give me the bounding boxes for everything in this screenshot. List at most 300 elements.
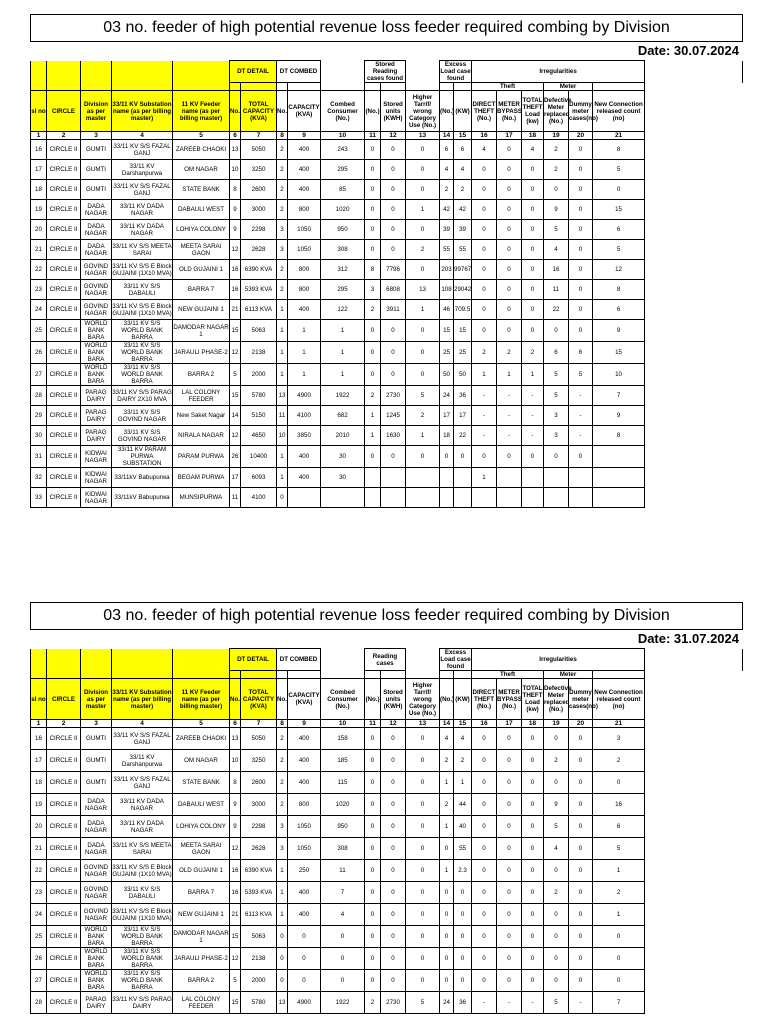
- table-cell: STATE BANK: [173, 180, 230, 200]
- table-cell: 2: [277, 750, 288, 772]
- table-cell: 3911: [381, 300, 406, 320]
- group-blank-cell: [47, 671, 81, 679]
- table-cell: 33: [31, 488, 47, 508]
- table-cell: 16: [230, 860, 241, 882]
- table-cell: 2: [277, 180, 288, 200]
- table-cell: 15: [593, 342, 645, 364]
- table-cell: 2.3: [454, 860, 472, 882]
- table-cell: 0: [522, 728, 544, 750]
- group-dt-combed: DT COMBED: [277, 61, 321, 83]
- table-cell: 11: [321, 860, 365, 882]
- table-cell: CIRCLE II: [47, 794, 81, 816]
- column-number: 16: [472, 720, 497, 728]
- table-cell: 25: [31, 926, 47, 948]
- table-cell: 0: [381, 948, 406, 970]
- table-cell: 0: [365, 364, 381, 386]
- table-cell: 2: [593, 882, 645, 904]
- table-cell: 250: [288, 860, 321, 882]
- table-cell: 1050: [288, 240, 321, 260]
- table-cell: 2: [593, 750, 645, 772]
- table-cell: 0: [365, 180, 381, 200]
- table-cell: 16: [31, 140, 47, 160]
- table-cell: 33/11 KV S/S FAZAL GANJ: [112, 772, 173, 794]
- group-blank-cell: [31, 649, 47, 671]
- table-cell: 0: [522, 320, 544, 342]
- group-blank-cell: [381, 83, 406, 91]
- table-row: [31, 904, 743, 926]
- table-cell: DAMODAR NAGAR 1: [173, 320, 230, 342]
- table-cell: 0: [497, 260, 522, 280]
- table-cell: 0: [472, 838, 497, 860]
- table-cell: 5150: [241, 406, 277, 426]
- table-cell: 0: [522, 750, 544, 772]
- table-cell: 0: [522, 794, 544, 816]
- group-blank-cell: [31, 83, 47, 91]
- table-cell: 1922: [321, 992, 365, 1014]
- column-number: 10: [321, 132, 365, 140]
- table-cell: 2: [406, 406, 440, 426]
- column-number: 3: [81, 720, 112, 728]
- table-cell: 33/11 KV S/S DABAULI: [112, 882, 173, 904]
- table-cell: 10: [230, 160, 241, 180]
- table-cell: CIRCLE II: [47, 300, 81, 320]
- table-cell: [569, 468, 593, 488]
- table-cell: 0: [365, 838, 381, 860]
- table-cell: 5: [406, 386, 440, 406]
- column-header: Stored units (KWH): [381, 679, 406, 720]
- table-cell: 0: [497, 140, 522, 160]
- table-cell: CIRCLE II: [47, 140, 81, 160]
- group-dt-detail: DT DETAIL: [230, 649, 277, 671]
- table-cell: 950: [321, 220, 365, 240]
- table-cell: 25: [31, 320, 47, 342]
- group-blank-cell: [440, 83, 454, 91]
- table-cell: CIRCLE II: [47, 838, 81, 860]
- column-number: 20: [569, 720, 593, 728]
- table-cell: [321, 488, 365, 508]
- table-cell: 203: [440, 260, 454, 280]
- table-cell: 0: [381, 180, 406, 200]
- table-row: [31, 794, 743, 816]
- table-row: [31, 838, 743, 860]
- table-cell: 21: [230, 300, 241, 320]
- table-cell: 17: [31, 160, 47, 180]
- column-header: TOTAL CAPACITY (KVA): [241, 91, 277, 132]
- group-blank-cell: [173, 649, 230, 671]
- table-cell: 0: [569, 140, 593, 160]
- table-cell: -: [497, 406, 522, 426]
- group-irregularities: Irregularities: [472, 649, 645, 671]
- table-cell: 33/11 KV Darshanpurwa: [112, 750, 173, 772]
- table-row: [31, 140, 743, 160]
- group-blank-cell: [112, 61, 173, 83]
- table-cell: 0: [497, 200, 522, 220]
- table-cell: GUMTI: [81, 180, 112, 200]
- table-cell: 11: [277, 406, 288, 426]
- column-header: No.: [230, 91, 241, 132]
- table-cell: 0: [381, 160, 406, 180]
- table-cell: 0: [472, 200, 497, 220]
- table-cell: 16: [230, 882, 241, 904]
- table-cell: 4: [544, 838, 569, 860]
- table-cell: 0: [288, 926, 321, 948]
- table-cell: CIRCLE II: [47, 160, 81, 180]
- column-header: CIRCLE: [47, 91, 81, 132]
- table-cell: 2: [277, 160, 288, 180]
- table-cell: 15: [230, 386, 241, 406]
- table-cell: 2000: [241, 970, 277, 992]
- table-cell: 682: [321, 406, 365, 426]
- table-cell: 6: [454, 140, 472, 160]
- table-cell: 4100: [241, 488, 277, 508]
- table-cell: [472, 488, 497, 508]
- table-cell: 4900: [288, 992, 321, 1014]
- table-cell: WORLD BANK BARA: [81, 342, 112, 364]
- table-cell: 25: [454, 342, 472, 364]
- table-cell: 2: [544, 140, 569, 160]
- table-cell: 16: [230, 280, 241, 300]
- table-cell: WORLD BANK BARA: [81, 926, 112, 948]
- table-cell: 1: [365, 426, 381, 446]
- table-cell: 0: [472, 728, 497, 750]
- table-cell: 1: [277, 468, 288, 488]
- table-cell: 800: [288, 280, 321, 300]
- table-cell: DAMODAR NAGAR 1: [173, 926, 230, 948]
- table-cell: 0: [365, 320, 381, 342]
- table-cell: 18: [31, 180, 47, 200]
- table-cell: 33/11 KV S/S GOVIND NAGAR: [112, 426, 173, 446]
- table-row: [31, 406, 743, 426]
- group-blank-cell: [593, 83, 645, 91]
- group-blank-cell: [365, 671, 381, 679]
- column-header: (KW): [454, 679, 472, 720]
- table-cell: 2: [365, 300, 381, 320]
- table-cell: 0: [472, 794, 497, 816]
- table-cell: 0: [522, 860, 544, 882]
- table-cell: 33/11 KV S/S WORLD BANK BARRA: [112, 948, 173, 970]
- column-header: New Connection released count (no): [593, 679, 645, 720]
- table-cell: 33/11 KV DADA NAGAR: [112, 220, 173, 240]
- table-cell: 15: [440, 320, 454, 342]
- table-cell: 1: [406, 426, 440, 446]
- table-cell: 5780: [241, 386, 277, 406]
- table-cell: 1: [440, 816, 454, 838]
- table-cell: 0: [569, 860, 593, 882]
- column-number: 4: [112, 720, 173, 728]
- table-cell: 9: [230, 220, 241, 240]
- table-cell: 40: [454, 816, 472, 838]
- table-cell: 33/11 KV S/S GOVIND NAGAR: [112, 406, 173, 426]
- table-cell: 30: [321, 468, 365, 488]
- table-cell: BARRA 7: [173, 882, 230, 904]
- table-cell: 23: [31, 882, 47, 904]
- table-cell: 17: [440, 406, 454, 426]
- group-meter: Meter: [544, 83, 593, 91]
- table-cell: CIRCLE II: [47, 992, 81, 1014]
- table-cell: 0: [381, 860, 406, 882]
- table-cell: 0: [497, 926, 522, 948]
- table-cell: 1020: [321, 794, 365, 816]
- table-cell: 0: [544, 728, 569, 750]
- table-cell: 7796: [381, 260, 406, 280]
- table-cell: 0: [472, 860, 497, 882]
- column-number: 1: [31, 720, 47, 728]
- table-row: [31, 240, 743, 260]
- table-row: [31, 728, 743, 750]
- table-cell: 5: [544, 992, 569, 1014]
- table-cell: 2298: [241, 816, 277, 838]
- table-cell: 2: [277, 794, 288, 816]
- report-title: 03 no. feeder of high potential revenue loss feeder required combing by Division: [30, 602, 743, 630]
- table-cell: 1245: [381, 406, 406, 426]
- table-cell: -: [522, 992, 544, 1014]
- column-number: 12: [381, 132, 406, 140]
- table-row: [31, 364, 743, 386]
- group-blank-cell: [277, 83, 288, 91]
- table-cell: 18: [31, 772, 47, 794]
- table-cell: MUNSIPURWA: [173, 488, 230, 508]
- column-number: 2: [47, 132, 81, 140]
- table-cell: 22: [31, 260, 47, 280]
- table-cell: KIDWAI NAGAR: [81, 468, 112, 488]
- table-cell: 6: [593, 816, 645, 838]
- table-cell: -: [569, 426, 593, 446]
- table-cell: 0: [497, 860, 522, 882]
- column-header: DIRECT THEFT (No.): [472, 91, 497, 132]
- table-cell: 0: [497, 772, 522, 794]
- table-cell: 4: [454, 160, 472, 180]
- group-blank-cell: [381, 671, 406, 679]
- table-cell: 6390 KVA: [241, 860, 277, 882]
- table-row: [31, 970, 743, 992]
- table-cell: 1: [522, 364, 544, 386]
- table-cell: 709.5: [454, 300, 472, 320]
- group-dt-combed: DT COMBED: [277, 649, 321, 671]
- table-cell: 0: [472, 750, 497, 772]
- table-cell: 9: [230, 200, 241, 220]
- table-cell: 0: [381, 926, 406, 948]
- column-header: sl no: [31, 679, 47, 720]
- table-cell: 28: [31, 992, 47, 1014]
- column-header: 33/11 KV Substation name (as per billing master): [112, 679, 173, 720]
- table-cell: PARAG DAIRY: [81, 426, 112, 446]
- table-cell: 17: [31, 750, 47, 772]
- table-cell: 0: [381, 970, 406, 992]
- table-cell: 0: [522, 816, 544, 838]
- table-cell: 15: [230, 926, 241, 948]
- column-number: 13: [406, 720, 440, 728]
- table-cell: 0: [365, 970, 381, 992]
- table-cell: 27: [31, 364, 47, 386]
- table-cell: 5: [593, 838, 645, 860]
- table-cell: 17: [454, 406, 472, 426]
- table-cell: 0: [381, 240, 406, 260]
- table-cell: -: [569, 992, 593, 1014]
- table-cell: 3: [277, 240, 288, 260]
- group-blank-cell: [112, 649, 173, 671]
- table-cell: 99767: [454, 260, 472, 280]
- table-cell: 0: [569, 948, 593, 970]
- column-header: 11 KV Feeder name (as per billing master): [173, 91, 230, 132]
- table-cell: NIRALA NAGAR: [173, 426, 230, 446]
- table-cell: CIRCLE II: [47, 488, 81, 508]
- table-cell: 2: [472, 342, 497, 364]
- table-cell: 0: [406, 260, 440, 280]
- column-number: 6: [230, 132, 241, 140]
- table-cell: 30: [31, 426, 47, 446]
- table-cell: CIRCLE II: [47, 280, 81, 300]
- table-cell: 0: [497, 948, 522, 970]
- column-header: DIRECT THEFT (No.): [472, 679, 497, 720]
- table-cell: 0: [569, 728, 593, 750]
- table-cell: -: [472, 426, 497, 446]
- report-sheet-2: [30, 602, 743, 1014]
- group-blank-cell: [81, 649, 112, 671]
- table-cell: GUMTI: [81, 160, 112, 180]
- table-cell: WORLD BANK BARA: [81, 364, 112, 386]
- table-cell: 1: [472, 468, 497, 488]
- table-row: [31, 992, 743, 1014]
- table-cell: 6: [440, 140, 454, 160]
- table-cell: 0: [454, 904, 472, 926]
- table-cell: 0: [406, 446, 440, 468]
- table-row: [31, 488, 743, 508]
- table-cell: 1: [321, 364, 365, 386]
- table-cell: 0: [321, 948, 365, 970]
- table-cell: 0: [497, 728, 522, 750]
- table-cell: 0: [472, 882, 497, 904]
- table-row: [31, 948, 743, 970]
- table-cell: LOHIYA COLONY: [173, 816, 230, 838]
- table-cell: -: [472, 992, 497, 1014]
- table-cell: 24: [31, 904, 47, 926]
- table-row: [31, 300, 743, 320]
- table-cell: 33/11kV Babupurwa: [112, 468, 173, 488]
- table-cell: 33/11 KV S/S PARAG DAIRY 2X10 MVA: [112, 386, 173, 406]
- group-blank-cell: [365, 83, 381, 91]
- table-cell: 36: [454, 992, 472, 1014]
- table-cell: 2: [440, 794, 454, 816]
- table-cell: 21: [31, 838, 47, 860]
- table-cell: 0: [522, 838, 544, 860]
- table-cell: 0: [365, 772, 381, 794]
- table-cell: 18: [440, 426, 454, 446]
- table-cell: 400: [288, 750, 321, 772]
- table-cell: [593, 468, 645, 488]
- table-cell: 20: [31, 220, 47, 240]
- table-cell: 16: [593, 794, 645, 816]
- table-cell: 0: [365, 240, 381, 260]
- table-cell: CIRCLE II: [47, 320, 81, 342]
- table-cell: 0: [440, 838, 454, 860]
- table-cell: 5: [544, 816, 569, 838]
- table-cell: 0: [497, 320, 522, 342]
- group-blank-cell: [406, 649, 440, 671]
- table-cell: 122: [321, 300, 365, 320]
- table-cell: 6808: [381, 280, 406, 300]
- table-cell: 0: [440, 446, 454, 468]
- table-cell: OLD GUJAINI 1: [173, 260, 230, 280]
- table-cell: [593, 488, 645, 508]
- table-cell: 0: [544, 180, 569, 200]
- column-number: 7: [241, 132, 277, 140]
- report-sheet-1: [30, 14, 743, 508]
- table-cell: CIRCLE II: [47, 386, 81, 406]
- table-cell: 1: [321, 320, 365, 342]
- table-cell: 0: [544, 904, 569, 926]
- column-number: 13: [406, 132, 440, 140]
- table-cell: [381, 468, 406, 488]
- table-cell: 108: [440, 280, 454, 300]
- table-cell: NEW GUJAINI 1: [173, 300, 230, 320]
- column-header: 11 KV Feeder name (as per billing master): [173, 679, 230, 720]
- report-date: Date: 31.07.2024: [637, 631, 739, 646]
- table-cell: 800: [288, 794, 321, 816]
- group-blank-cell: [288, 83, 321, 91]
- table-row: [31, 320, 743, 342]
- table-cell: 11: [544, 280, 569, 300]
- table-cell: 4: [544, 240, 569, 260]
- table-cell: 0: [406, 772, 440, 794]
- table-cell: [288, 488, 321, 508]
- table-cell: 0: [381, 342, 406, 364]
- column-number: 5: [173, 132, 230, 140]
- table-cell: 9: [544, 794, 569, 816]
- table-cell: [522, 488, 544, 508]
- table-cell: 5063: [241, 926, 277, 948]
- group-blank-cell: [321, 671, 365, 679]
- table-cell: 2: [440, 750, 454, 772]
- table-row: [31, 468, 743, 488]
- feeder-table: [30, 648, 743, 1014]
- table-row: [31, 342, 743, 364]
- table-cell: 12: [593, 260, 645, 280]
- column-number: 20: [569, 132, 593, 140]
- table-cell: 24: [440, 386, 454, 406]
- table-cell: 3000: [241, 200, 277, 220]
- table-cell: 1: [406, 200, 440, 220]
- table-cell: 32: [31, 468, 47, 488]
- table-cell: 2000: [241, 364, 277, 386]
- column-header: (No.): [365, 91, 381, 132]
- table-cell: 5050: [241, 728, 277, 750]
- table-row: [31, 200, 743, 220]
- table-cell: 5063: [241, 320, 277, 342]
- table-cell: 36: [454, 386, 472, 406]
- table-row: [31, 882, 743, 904]
- table-cell: 46: [440, 300, 454, 320]
- column-header: Dummy meter cases(no): [569, 679, 593, 720]
- table-cell: -: [569, 406, 593, 426]
- column-number: 18: [522, 720, 544, 728]
- table-cell: 295: [321, 160, 365, 180]
- table-cell: 0: [569, 160, 593, 180]
- table-cell: 0: [277, 970, 288, 992]
- table-cell: 26: [230, 446, 241, 468]
- table-cell: 0: [472, 926, 497, 948]
- table-cell: 5393 KVA: [241, 280, 277, 300]
- table-cell: 0: [365, 794, 381, 816]
- feeder-table: [30, 60, 743, 508]
- table-cell: 0: [365, 882, 381, 904]
- table-cell: GUMTI: [81, 728, 112, 750]
- table-cell: 6113 KVA: [241, 300, 277, 320]
- table-cell: 55: [454, 838, 472, 860]
- table-cell: 0: [454, 970, 472, 992]
- table-cell: 400: [288, 160, 321, 180]
- column-number: 8: [277, 720, 288, 728]
- table-cell: 0: [365, 200, 381, 220]
